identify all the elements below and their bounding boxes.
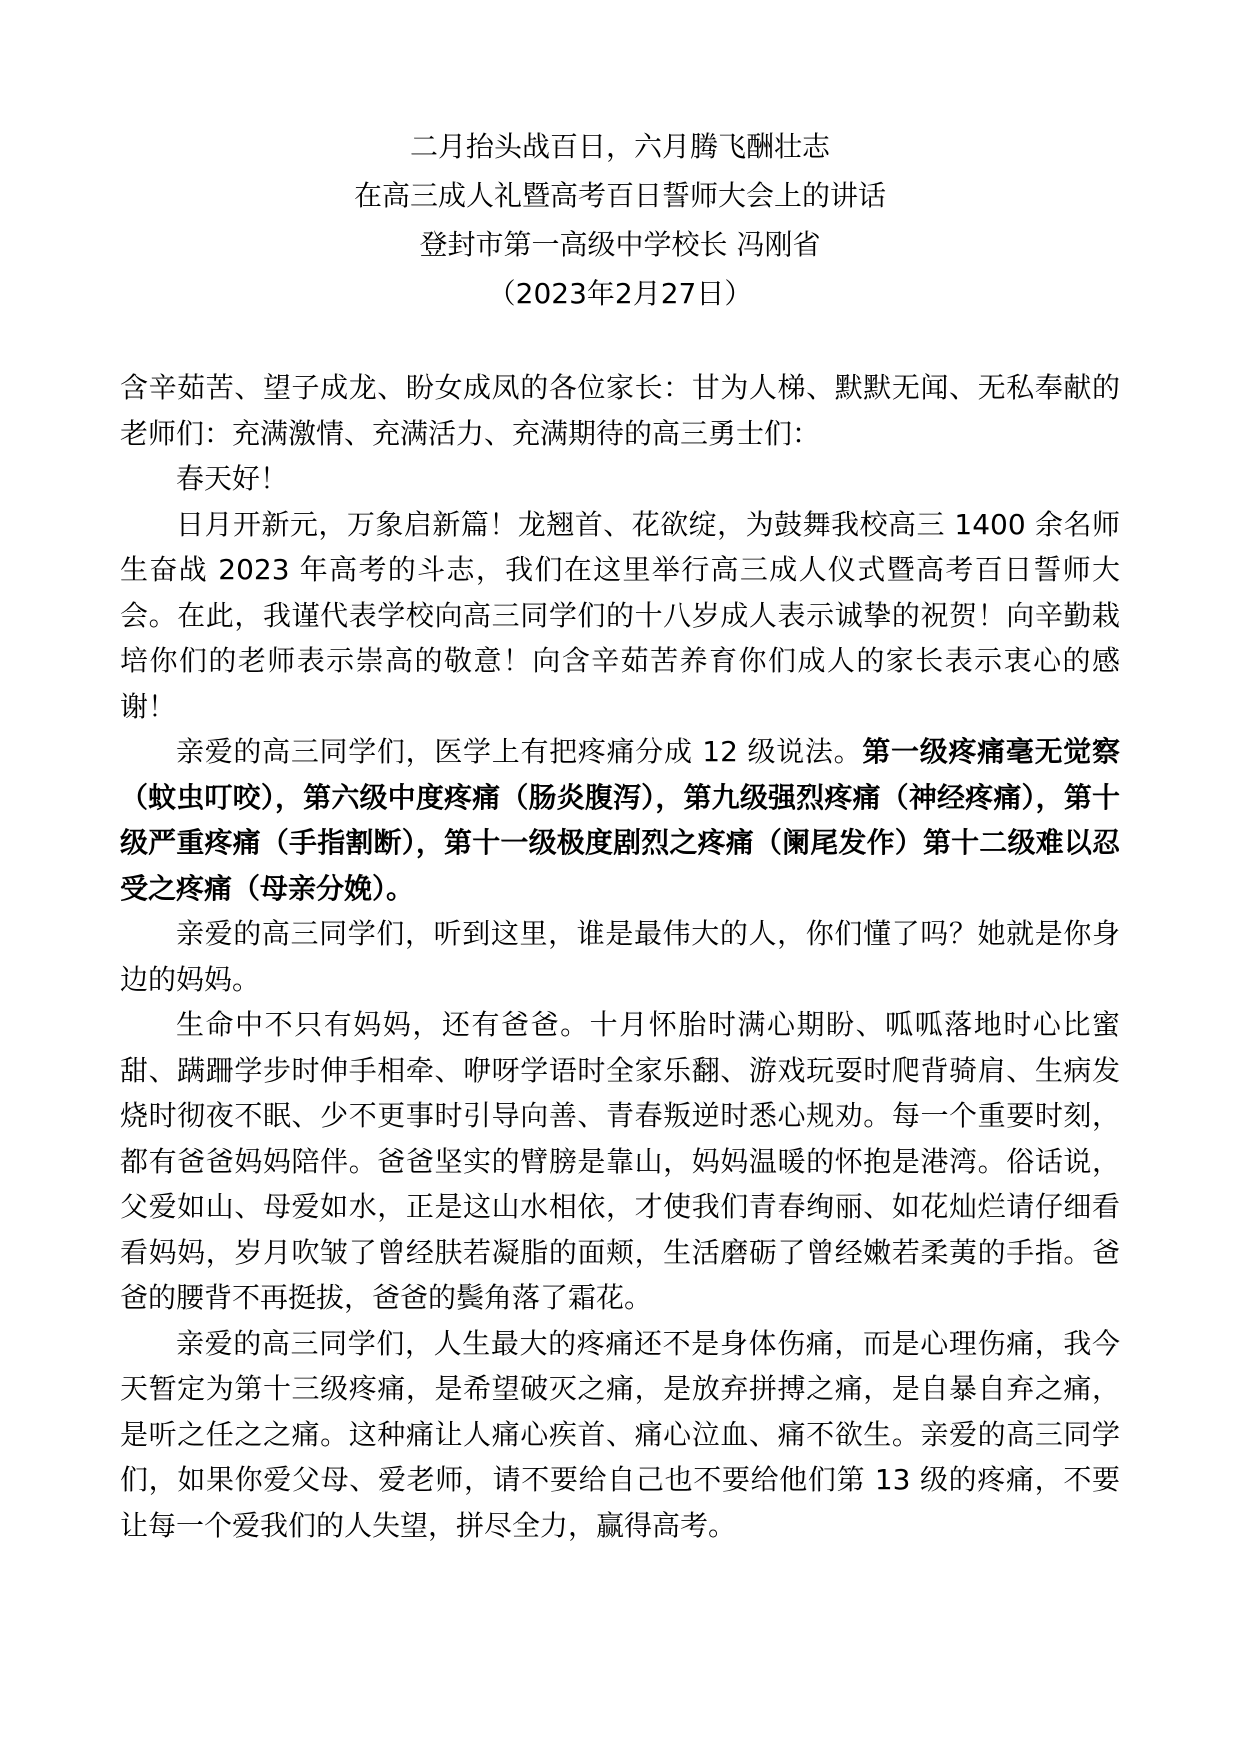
salutation-paragraph: 含辛茹苦、望子成龙、盼女成凤的各位家长：甘为人梯、默默无闻、无私奉献的老师们：充满激情、充满活力、充满期待的高三勇士们： <box>120 371 1120 450</box>
speech-author: 登封市第一高级中学校长 冯刚省 <box>419 228 821 261</box>
speech-body <box>120 365 1120 1548</box>
speech-subtitle: 在高三成人礼暨高考百日誓师大会上的讲话 <box>353 179 886 212</box>
pain-levels-list: 第一级疼痛毫无觉察（蚊虫叮咬），第六级中度疼痛（肠炎腹泻），第九级强烈疼痛（神经疼痛），第十级严重疼痛（手指割断），第十一级极度剧烈之疼痛（阑尾发作）第十二级难以忍受之疼痛（母亲分娩）。 <box>120 735 1120 905</box>
thirteenth-level-paragraph: 亲爱的高三同学们，人生最大的疼痛还不是身体伤痛，而是心理伤痛，我今天暂定为第十三级疼痛，是希望破灭之痛，是放弃拼搏之痛，是自暴自弃之痛，是听之任之之痛。这种痛让人痛心疾首、痛心泣血、痛不欲生。亲爱的高三同学们，如果你爱父母、爱老师，请不要给自己也不要给他们第 13 级的疼痛，不要让每一个爱我们的人失望，拼尽全力，赢得高考。 <box>120 1326 1120 1542</box>
speech-date: （2023年2月27日） <box>487 277 753 310</box>
mother-paragraph: 亲爱的高三同学们，听到这里，谁是最伟大的人，你们懂了吗？她就是你身边的妈妈。 <box>120 917 1120 996</box>
document-header <box>0 122 1240 318</box>
pain-levels-paragraph <box>120 729 1120 911</box>
speech-title: 二月抬头战百日，六月腾飞酬壮志 <box>409 130 830 163</box>
greeting-paragraph: 春天好！ <box>176 462 289 495</box>
parents-paragraph: 生命中不只有妈妈，还有爸爸。十月怀胎时满心期盼、呱呱落地时心比蜜甜、蹒跚学步时伸手相牵、咿呀学语时全家乐翻、游戏玩耍时爬背骑肩、生病发烧时彻夜不眠、少不更事时引导向善、青春叛逆时悉心规劝。每一个重要时刻，都有爸爸妈妈陪伴。爸爸坚实的臂膀是靠山，妈妈温暖的怀抱是港湾。俗话说，父爱如山、母爱如水，正是这山水相依，才使我们青春绚丽、如花灿烂请仔细看看妈妈，岁月吹皱了曾经肤若凝脂的面颊，生活磨砺了曾经嫩若柔荑的手指。爸爸的腰背不再挺拔，爸爸的鬓角落了霜花。 <box>120 1008 1120 1314</box>
opening-paragraph: 日月开新元，万象启新篇！龙翘首、花欲绽，为鼓舞我校高三 1400 余名师生奋战 2023 年高考的斗志，我们在这里举行高三成人仪式暨高考百日誓师大会。在此，我谨代表学校向高三同学们的十八岁成人表示诚挚的祝贺！向辛勤栽培你们的老师表示崇高的敬意！向含辛茹苦养育你们成人的家长表示衷心的感谢！ <box>120 507 1120 723</box>
pain-levels-lead: 亲爱的高三同学们，医学上有把疼痛分成 12 级说法。 <box>176 735 863 768</box>
